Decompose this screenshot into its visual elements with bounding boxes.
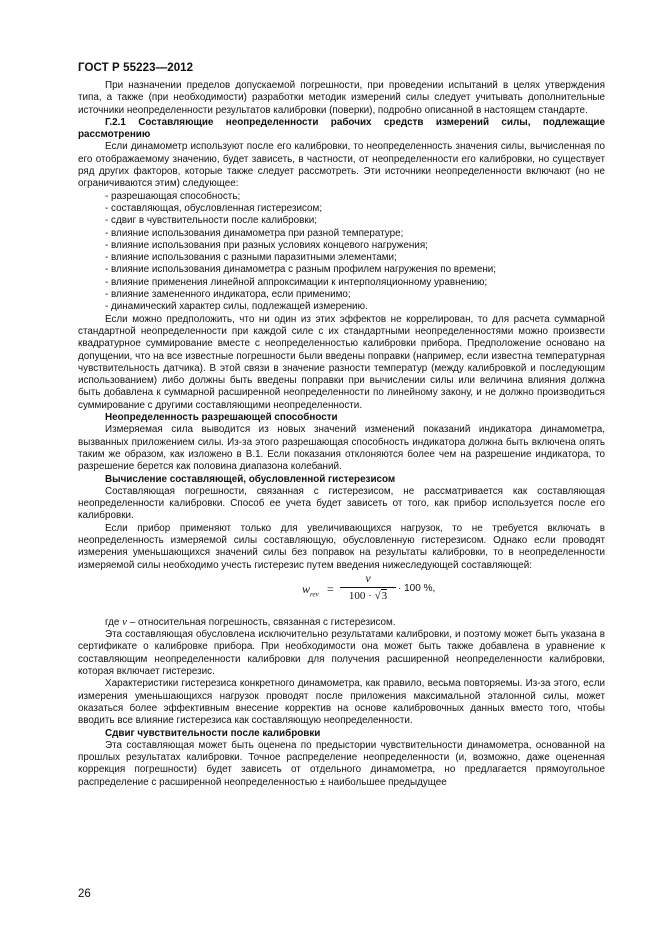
list-item: - влияние использования с разными паразитными элементами; [105, 252, 397, 264]
paragraph: Эта составляющая может быть оценена по предыстории чувствительности динамометра, основанной на прошлых результатах калибровки. Точное распределение неопределенности (и, возможно, даже оцененная коррекция погрешности) будет зависеть от отдельного динамометра, но предлагается прямоугольное распределение с расширенной неопределенностью ± наибольшее предыдущее [78, 739, 605, 788]
hysteresis-formula [78, 572, 605, 616]
formula-fraction [340, 572, 396, 602]
paragraph: Характеристики гистерезиса конкретного динамометра, как правило, весьма повторяемы. Из-за этого, если измерения уменьшающихся нагрузок проводят после приложения максимальной эталонной силы, может оказаться более эффективным внесение корректив на основе калибровочных данных вместо того, чтобы вводить все влияние гистерезиса как составляющую неопределенности. [78, 678, 605, 727]
paragraph: Эта составляющая обусловлена исключительно результатами калибровки, и поэтому может быть указана в сертификате о калибровке прибора. При необходимости она может быть также добавлена в уравнение к составляющим неопределенности калибровки для получения расширенной неопределенности калибровки, которая включает гистерезис. [78, 629, 605, 678]
list-item: - влияние применения линейной аппроксимации к интерполяционному уравнению; [105, 276, 488, 288]
list-item: - влияние использования динамометра с разным профилем нагружения по времени; [105, 264, 497, 276]
subsection-heading: Вычисление составляющей, обусловленной гистерезисом [105, 473, 396, 485]
section-heading: Г.2.1 Составляющие неопределенности рабочих средств измерений силы, подлежащие рассмотрению [78, 116, 605, 141]
formula-tail: · 100 %, [398, 582, 436, 594]
paragraph: При назначении пределов допускаемой погрешности, при проведении испытаний в целях утверждения типа, а также (при необходимости) разработки методик измерений силы следует учитывать дополнительные источники неопределенности результатов калибровки (поверки), подробно описанной в настоящем стандарте. [78, 80, 605, 116]
list-item: - влияние использования при разных условиях концевого нагружения; [105, 239, 428, 251]
list-item: - влияние замененного индикатора, если применимо; [105, 289, 351, 301]
formula-denominator: 100 · √3 [348, 589, 388, 602]
paragraph: Если прибор применяют только для увеличивающихся нагрузок, то не требуется включать в неопределенность измеряемой силы составляющую, обусловленную гистерезисом. Однако если проводят измерения уменьшающихся значений силы без поправок на результаты калибровки, то в неопределенности измеряемой силы необходимо учесть гистерезис путем введения нижеследующей составляющей: [78, 522, 605, 571]
formula-lhs: $w_{rev}$ [302, 581, 319, 599]
formula-equals: = [327, 581, 334, 596]
paragraph: Если динамометр используют после его калибровки, то неопределенность значения силы, вычисленная по его отображаемому значению, будет зависеть, в частности, от неопределенности его калибровки, но существует ряд других факторов, которые также следует рассмотреть. Эти источники неопределенности включают (но не ограничиваются этим) следующее: [78, 141, 605, 190]
list-item: - сдвиг в чувствительности после калибровки; [105, 215, 317, 227]
fraction-bar [340, 587, 396, 588]
subsection-heading: Сдвиг чувствительности после калибровки [105, 727, 321, 739]
list-item: - динамический характер силы, подлежащей измерению. [105, 301, 368, 313]
paragraph: Если можно предположить, что ни один из этих эффектов не коррелирован, то для расчета суммарной стандартной неопределенности при каждой силе с их стандартными неопределенностями можно произвести квадратурное суммирование вместе с неопределенностью калибровки прибора. Предположение основано на допущении, что на все известные погрешности были введены поправки (например, если известна температурная чувствительность датчика). В этой связи в значение разности температур (между калибровкой и последующим использованием) либо должны быть введены поправки при вычислении силы или величина влияния должна быть добавлена к суммарной расширенной неопределенности по линейному закону, и не должно производиться суммирование с другими составляющими неопределенности. [78, 313, 605, 411]
paragraph: Составляющая погрешности, связанная с гистерезисом, не рассматривается как составляющая неопределенности калибровки. Способ ее учета будет зависеть от того, как прибор используется после его калибровки. [78, 485, 605, 522]
subsection-heading: Неопределенность разрешающей способности [105, 412, 338, 424]
formula-numerator: v [365, 570, 371, 585]
list-item: - разрешающая способность; [105, 190, 241, 202]
paragraph: Измеряемая сила выводится из новых значений изменений показаний индикатора динамометра, вызванных приложением силы. Из-за этого разрешающая способность индикатора должна быть включена опять таким же образом, как изложено в В.1. Если показания отклоняются более чем на разрешение индикатора, то разрешение берется как половина диапазона колебаний. [78, 424, 605, 473]
formula-legend: где v – относительная погрешность, связанная с гистерезисом. [105, 615, 396, 628]
standard-header: ГОСТ Р 55223—2012 [78, 62, 194, 74]
list-item: - составляющая, обусловленная гистерезисом; [105, 202, 323, 214]
document-body [78, 80, 605, 789]
list-item: - влияние использования динамометра при разной температуре; [105, 227, 404, 239]
page-number: 26 [78, 888, 91, 900]
uncertainty-sources-list [78, 191, 605, 314]
